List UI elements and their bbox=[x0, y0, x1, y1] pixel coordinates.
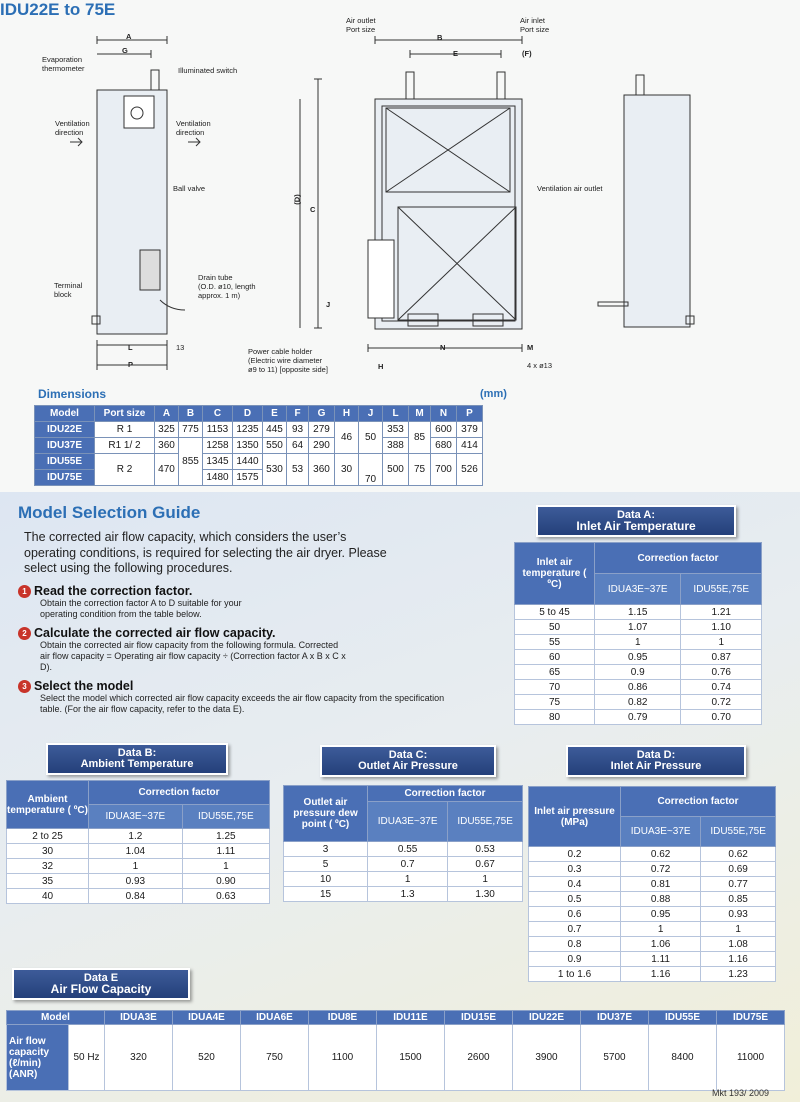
table-cell: 1 bbox=[368, 872, 448, 887]
step-number-icon: 2 bbox=[18, 627, 31, 640]
col-header: Port size bbox=[95, 406, 155, 422]
table-row bbox=[284, 842, 523, 857]
table-cell: 2600 bbox=[445, 1025, 513, 1091]
table-cell: R 2 bbox=[95, 454, 155, 486]
letter-b: B bbox=[437, 33, 443, 42]
table-cell: 1.11 bbox=[621, 952, 701, 967]
label-illuminated-switch: Illuminated switch bbox=[178, 66, 238, 75]
data-a-badge bbox=[536, 505, 736, 537]
letter-g: G bbox=[122, 46, 128, 55]
col-header: IDU55E,75E bbox=[701, 817, 776, 847]
letter-m: M bbox=[527, 343, 534, 352]
table-cell: 50 bbox=[359, 422, 383, 454]
col-header: IDU15E bbox=[445, 1011, 513, 1025]
table-cell: 1.07 bbox=[595, 620, 681, 635]
label-holes: 4 x ø13 bbox=[527, 361, 553, 370]
table-cell: 2 to 25 bbox=[7, 829, 89, 844]
step-title: Calculate the corrected air flow capacity. bbox=[34, 626, 276, 640]
step-body: Obtain the corrected air flow capacity from the following formula. Corrected air flow capacity = Operating air flow capacity ÷ (Correction factor A x B x C x D). bbox=[40, 640, 346, 672]
table-cell: 379 bbox=[457, 422, 483, 438]
letter-p: P bbox=[128, 360, 134, 369]
col-header: Inlet air pressure (MPa) bbox=[529, 787, 621, 847]
label-evaporation-thermometer: Evaporation thermometer bbox=[42, 55, 85, 73]
table-cell: 50 bbox=[515, 620, 595, 635]
table-cell: 1 bbox=[448, 872, 523, 887]
table-row bbox=[7, 844, 270, 859]
table-cell: 0.86 bbox=[595, 680, 681, 695]
col-header: L bbox=[383, 406, 409, 422]
table-row bbox=[515, 635, 762, 650]
table-cell: 0.7 bbox=[368, 857, 448, 872]
table-cell: 15 bbox=[284, 887, 368, 902]
table-cell: 320 bbox=[105, 1025, 173, 1091]
page-title: IDU22E to 75E bbox=[0, 0, 116, 19]
table-row bbox=[7, 889, 270, 904]
step-number-icon: 1 bbox=[18, 585, 31, 598]
table-cell: 65 bbox=[515, 665, 595, 680]
table-cell: 1 bbox=[89, 859, 183, 874]
table-cell: 55 bbox=[515, 635, 595, 650]
table-cell: 1.16 bbox=[701, 952, 776, 967]
table-cell: 0.76 bbox=[681, 665, 762, 680]
table-cell: 85 bbox=[409, 422, 431, 454]
letter-d: (D) bbox=[292, 194, 302, 205]
label-ventilation-right: Ventilation direction bbox=[176, 119, 211, 137]
table-cell: 353 bbox=[383, 422, 409, 438]
table-cell: 0.5 bbox=[529, 892, 621, 907]
table-cell: 0.4 bbox=[529, 877, 621, 892]
table-cell: 32 bbox=[7, 859, 89, 874]
badge-line: Data A: bbox=[616, 509, 656, 521]
table-cell: 3900 bbox=[513, 1025, 581, 1091]
badge-line: Data D: bbox=[636, 749, 676, 761]
table-cell: 30 bbox=[335, 454, 359, 486]
col-header: Model bbox=[35, 406, 95, 422]
table-cell: R1 1/ 2 bbox=[95, 438, 155, 454]
table-cell: 60 bbox=[515, 650, 595, 665]
table-cell: 0.95 bbox=[621, 907, 701, 922]
table-cell: 1.30 bbox=[448, 887, 523, 902]
table-cell: 1.04 bbox=[89, 844, 183, 859]
table-cell: R 1 bbox=[95, 422, 155, 438]
dimensions-unit: (mm) bbox=[480, 388, 507, 400]
badge-line: Data E bbox=[83, 972, 119, 984]
step-3 bbox=[18, 679, 458, 715]
dimensions-section bbox=[0, 0, 800, 492]
table-cell: 0.9 bbox=[595, 665, 681, 680]
col-header: C bbox=[203, 406, 233, 422]
letter-l: L bbox=[128, 343, 133, 352]
table-row bbox=[284, 857, 523, 872]
table-cell: 1.21 bbox=[681, 605, 762, 620]
col-header: IDUA3E~37E bbox=[595, 574, 681, 605]
table-cell: 40 bbox=[7, 889, 89, 904]
table-cell: 1.2 bbox=[89, 829, 183, 844]
row-header: Air flow capacity (ℓ/min) (ANR) bbox=[7, 1025, 69, 1091]
table-row bbox=[515, 650, 762, 665]
table-cell: 680 bbox=[431, 438, 457, 454]
badge-line: Data C: bbox=[388, 749, 428, 761]
table-cell: 360 bbox=[309, 454, 335, 486]
table-cell: 526 bbox=[457, 454, 483, 486]
guide-title: Model Selection Guide bbox=[18, 503, 201, 522]
col-header: IDU22E bbox=[513, 1011, 581, 1025]
step-body: Select the model which corrected air flow capacity exceeds the air flow capacity from the specification table. (For the air flow capacity, refer to the data E). bbox=[40, 693, 445, 714]
label-ventilation-left: Ventilation direction bbox=[55, 119, 90, 137]
table-row bbox=[7, 859, 270, 874]
badge-line: Data B: bbox=[117, 747, 157, 759]
table-row bbox=[35, 422, 483, 438]
table-cell: 530 bbox=[263, 454, 287, 486]
col-header: E bbox=[263, 406, 287, 422]
label-power-cable-holder: Power cable holder (Electric wire diameter ø9 to 11) [opposite side] bbox=[248, 347, 328, 374]
step-title: Read the correction factor. bbox=[34, 584, 193, 598]
table-row bbox=[529, 967, 776, 982]
table-row bbox=[529, 847, 776, 862]
table-cell: 1 bbox=[681, 635, 762, 650]
table-row bbox=[515, 665, 762, 680]
table-row bbox=[529, 907, 776, 922]
table-cell: 0.55 bbox=[368, 842, 448, 857]
table-cell: 1 to 1.6 bbox=[529, 967, 621, 982]
step-2 bbox=[18, 626, 458, 673]
col-header: J bbox=[359, 406, 383, 422]
letter-c: C bbox=[310, 205, 316, 214]
table-cell: 0.62 bbox=[621, 847, 701, 862]
col-header: A bbox=[155, 406, 179, 422]
table-cell: 445 bbox=[263, 422, 287, 438]
table-cell: 470 bbox=[155, 454, 179, 486]
table-cell: 35 bbox=[7, 874, 89, 889]
table-cell: 0.79 bbox=[595, 710, 681, 725]
dimensions-table bbox=[34, 405, 483, 486]
col-header: IDUA6E bbox=[241, 1011, 309, 1025]
table-cell: 700 bbox=[431, 454, 457, 486]
table-row bbox=[529, 937, 776, 952]
col-header: IDU55E,75E bbox=[182, 805, 269, 829]
col-header: Correction factor bbox=[368, 786, 523, 802]
guide-steps bbox=[18, 584, 458, 715]
data-d-badge bbox=[566, 745, 746, 777]
table-cell: 855 bbox=[179, 438, 203, 486]
col-header: IDUA3E~37E bbox=[89, 805, 183, 829]
model-cell: IDU55E bbox=[35, 454, 95, 470]
table-cell: 0.7 bbox=[529, 922, 621, 937]
table-cell: 1345 bbox=[203, 454, 233, 470]
table-cell: 290 bbox=[309, 438, 335, 454]
col-header: Inlet air temperature ( ºC) bbox=[515, 543, 595, 605]
data-d-table bbox=[528, 786, 776, 982]
table-cell: 1 bbox=[595, 635, 681, 650]
col-header: F bbox=[287, 406, 309, 422]
table-cell: 1.10 bbox=[681, 620, 762, 635]
table-cell: 0.6 bbox=[529, 907, 621, 922]
table-cell: 30 bbox=[7, 844, 89, 859]
table-cell: 0.69 bbox=[701, 862, 776, 877]
table-cell: 0.81 bbox=[621, 877, 701, 892]
table-cell: 1 bbox=[182, 859, 269, 874]
label-air-outlet: Air outlet Port size bbox=[346, 16, 376, 34]
table-cell: 279 bbox=[309, 422, 335, 438]
table-row bbox=[515, 695, 762, 710]
table-row bbox=[529, 952, 776, 967]
table-row bbox=[515, 710, 762, 725]
letter-j: J bbox=[326, 300, 331, 309]
col-header: IDU55E,75E bbox=[681, 574, 762, 605]
table-cell: 0.53 bbox=[448, 842, 523, 857]
table-cell: 388 bbox=[383, 438, 409, 454]
table-cell: 1500 bbox=[377, 1025, 445, 1091]
data-c-table bbox=[283, 785, 523, 902]
table-cell: 0.88 bbox=[621, 892, 701, 907]
label-air-inlet: Air inlet Port size bbox=[520, 16, 550, 34]
table-cell: 520 bbox=[173, 1025, 241, 1091]
table-row bbox=[529, 922, 776, 937]
table-row bbox=[284, 887, 523, 902]
data-e-table bbox=[6, 1010, 785, 1091]
letter-f: (F) bbox=[522, 49, 532, 58]
table-cell: 5700 bbox=[581, 1025, 649, 1091]
guide-intro: The corrected air flow capacity, which considers the user’s operating conditions, is required for selecting the air dryer. Please select using the following procedures. bbox=[24, 530, 387, 575]
table-cell: 0.3 bbox=[529, 862, 621, 877]
data-b-badge bbox=[46, 743, 228, 775]
col-header: M bbox=[409, 406, 431, 422]
table-cell: 1100 bbox=[309, 1025, 377, 1091]
table-cell: 0.84 bbox=[89, 889, 183, 904]
label-drain-tube: Drain tube (O.D. ø10, length approx. 1 m) bbox=[198, 273, 256, 300]
table-cell: 0.2 bbox=[529, 847, 621, 862]
table-cell: 1440 bbox=[233, 454, 263, 470]
table-row bbox=[529, 862, 776, 877]
table-cell: 1153 bbox=[203, 422, 233, 438]
table-row bbox=[7, 829, 270, 844]
table-cell: 75 bbox=[409, 454, 431, 486]
table-cell: 414 bbox=[457, 438, 483, 454]
table-cell: 0.74 bbox=[681, 680, 762, 695]
col-header: P bbox=[457, 406, 483, 422]
table-cell: 53 bbox=[287, 454, 309, 486]
table-cell: 8400 bbox=[649, 1025, 717, 1091]
dimensions-title: Dimensions bbox=[38, 387, 107, 401]
table-cell: 775 bbox=[179, 422, 203, 438]
table-cell: 1480 bbox=[203, 470, 233, 486]
step-number-icon: 3 bbox=[18, 680, 31, 693]
badge-line: Inlet Air Pressure bbox=[610, 760, 702, 772]
table-cell: 70 bbox=[359, 454, 383, 486]
col-header: IDU55E bbox=[649, 1011, 717, 1025]
letter-e: E bbox=[453, 49, 459, 58]
footer-code: Mkt 193/ 2009 bbox=[712, 1088, 770, 1098]
letter-h: H bbox=[378, 362, 384, 371]
table-cell: 3 bbox=[284, 842, 368, 857]
table-cell: 1575 bbox=[233, 470, 263, 486]
table-cell: 0.82 bbox=[595, 695, 681, 710]
table-cell: 5 to 45 bbox=[515, 605, 595, 620]
table-cell: 0.70 bbox=[681, 710, 762, 725]
col-header: IDU55E,75E bbox=[448, 802, 523, 842]
col-header: IDUA3E~37E bbox=[621, 817, 701, 847]
table-cell: 0.72 bbox=[621, 862, 701, 877]
table-cell: 75 bbox=[515, 695, 595, 710]
table-cell: 10 bbox=[284, 872, 368, 887]
table-cell: 0.63 bbox=[182, 889, 269, 904]
col-header: IDU8E bbox=[309, 1011, 377, 1025]
table-cell: 80 bbox=[515, 710, 595, 725]
table-cell: 500 bbox=[383, 454, 409, 486]
table-cell: 0.8 bbox=[529, 937, 621, 952]
table-row bbox=[284, 872, 523, 887]
table-cell: 1 bbox=[701, 922, 776, 937]
table-row bbox=[529, 892, 776, 907]
table-cell: 0.87 bbox=[681, 650, 762, 665]
table-cell: 1.16 bbox=[621, 967, 701, 982]
table-cell: 46 bbox=[335, 422, 359, 454]
table-cell: 1.11 bbox=[182, 844, 269, 859]
table-row bbox=[515, 620, 762, 635]
table-cell: 1.15 bbox=[595, 605, 681, 620]
col-header: Correction factor bbox=[89, 781, 270, 805]
table-cell: 0.95 bbox=[595, 650, 681, 665]
col-header: H bbox=[335, 406, 359, 422]
letter-n: N bbox=[440, 343, 446, 352]
table-cell: 5 bbox=[284, 857, 368, 872]
data-a-table bbox=[514, 542, 762, 725]
col-header: IDU11E bbox=[377, 1011, 445, 1025]
col-header: N bbox=[431, 406, 457, 422]
col-header: Correction factor bbox=[595, 543, 762, 574]
letter-13: 13 bbox=[176, 343, 185, 352]
table-row bbox=[7, 874, 270, 889]
data-c-badge bbox=[320, 745, 496, 777]
table-cell: 325 bbox=[155, 422, 179, 438]
table-cell: 1.06 bbox=[621, 937, 701, 952]
step-body: Obtain the correction factor A to D suitable for your operating condition from the table below. bbox=[40, 598, 242, 619]
table-cell: 0.72 bbox=[681, 695, 762, 710]
col-header: G bbox=[309, 406, 335, 422]
table-cell: 1350 bbox=[233, 438, 263, 454]
col-header: IDUA3E~37E bbox=[368, 802, 448, 842]
table-cell: 1.3 bbox=[368, 887, 448, 902]
label-ventilation-air-outlet: Ventilation air outlet bbox=[537, 184, 603, 193]
table-cell: 0.67 bbox=[448, 857, 523, 872]
col-header: IDUA3E bbox=[105, 1011, 173, 1025]
table-cell: 1.25 bbox=[182, 829, 269, 844]
badge-line: Inlet Air Temperature bbox=[576, 519, 696, 533]
table-row bbox=[515, 605, 762, 620]
data-b-table bbox=[6, 780, 270, 904]
col-header: Ambient temperature ( ºC) bbox=[7, 781, 89, 829]
badge-line: Air Flow Capacity bbox=[50, 982, 152, 996]
table-cell: 1.23 bbox=[701, 967, 776, 982]
label-ball-valve: Ball valve bbox=[173, 184, 206, 193]
table-cell: 11000 bbox=[717, 1025, 785, 1091]
table-cell: 64 bbox=[287, 438, 309, 454]
table-row bbox=[529, 877, 776, 892]
table-cell: 1235 bbox=[233, 422, 263, 438]
col-header: IDU37E bbox=[581, 1011, 649, 1025]
table-cell: 0.85 bbox=[701, 892, 776, 907]
table-cell: 1 bbox=[621, 922, 701, 937]
table-cell: 93 bbox=[287, 422, 309, 438]
table-cell: 70 bbox=[515, 680, 595, 695]
label-terminal-block: Terminal block bbox=[54, 281, 83, 299]
table-cell: 1.08 bbox=[701, 937, 776, 952]
letter-a: A bbox=[126, 32, 132, 41]
table-cell: 0.62 bbox=[701, 847, 776, 862]
badge-line: Outlet Air Pressure bbox=[358, 760, 458, 772]
table-cell: 360 bbox=[155, 438, 179, 454]
data-e-badge bbox=[12, 968, 190, 1000]
col-header: IDUA4E bbox=[173, 1011, 241, 1025]
table-row bbox=[515, 680, 762, 695]
table-cell: 0.93 bbox=[701, 907, 776, 922]
table-cell: 750 bbox=[241, 1025, 309, 1091]
model-cell: IDU22E bbox=[35, 422, 95, 438]
dimension-drawing bbox=[0, 20, 800, 385]
col-header: IDU75E bbox=[717, 1011, 785, 1025]
step-1 bbox=[18, 584, 458, 620]
col-header: Correction factor bbox=[621, 787, 776, 817]
table-row bbox=[35, 454, 483, 470]
table-cell: 0.77 bbox=[701, 877, 776, 892]
badge-line: Ambient Temperature bbox=[80, 758, 194, 770]
table-cell: 0.9 bbox=[529, 952, 621, 967]
model-cell: IDU75E bbox=[35, 470, 95, 486]
model-cell: IDU37E bbox=[35, 438, 95, 454]
col-header: B bbox=[179, 406, 203, 422]
table-cell: 50 Hz bbox=[69, 1025, 105, 1091]
table-cell: 0.93 bbox=[89, 874, 183, 889]
table-cell: 550 bbox=[263, 438, 287, 454]
table-cell: 1258 bbox=[203, 438, 233, 454]
col-header: Outlet air pressure dew point ( ºC) bbox=[284, 786, 368, 842]
table-cell: 0.90 bbox=[182, 874, 269, 889]
step-title: Select the model bbox=[34, 679, 134, 693]
col-header: Model bbox=[7, 1011, 105, 1025]
table-cell: 600 bbox=[431, 422, 457, 438]
col-header: D bbox=[233, 406, 263, 422]
